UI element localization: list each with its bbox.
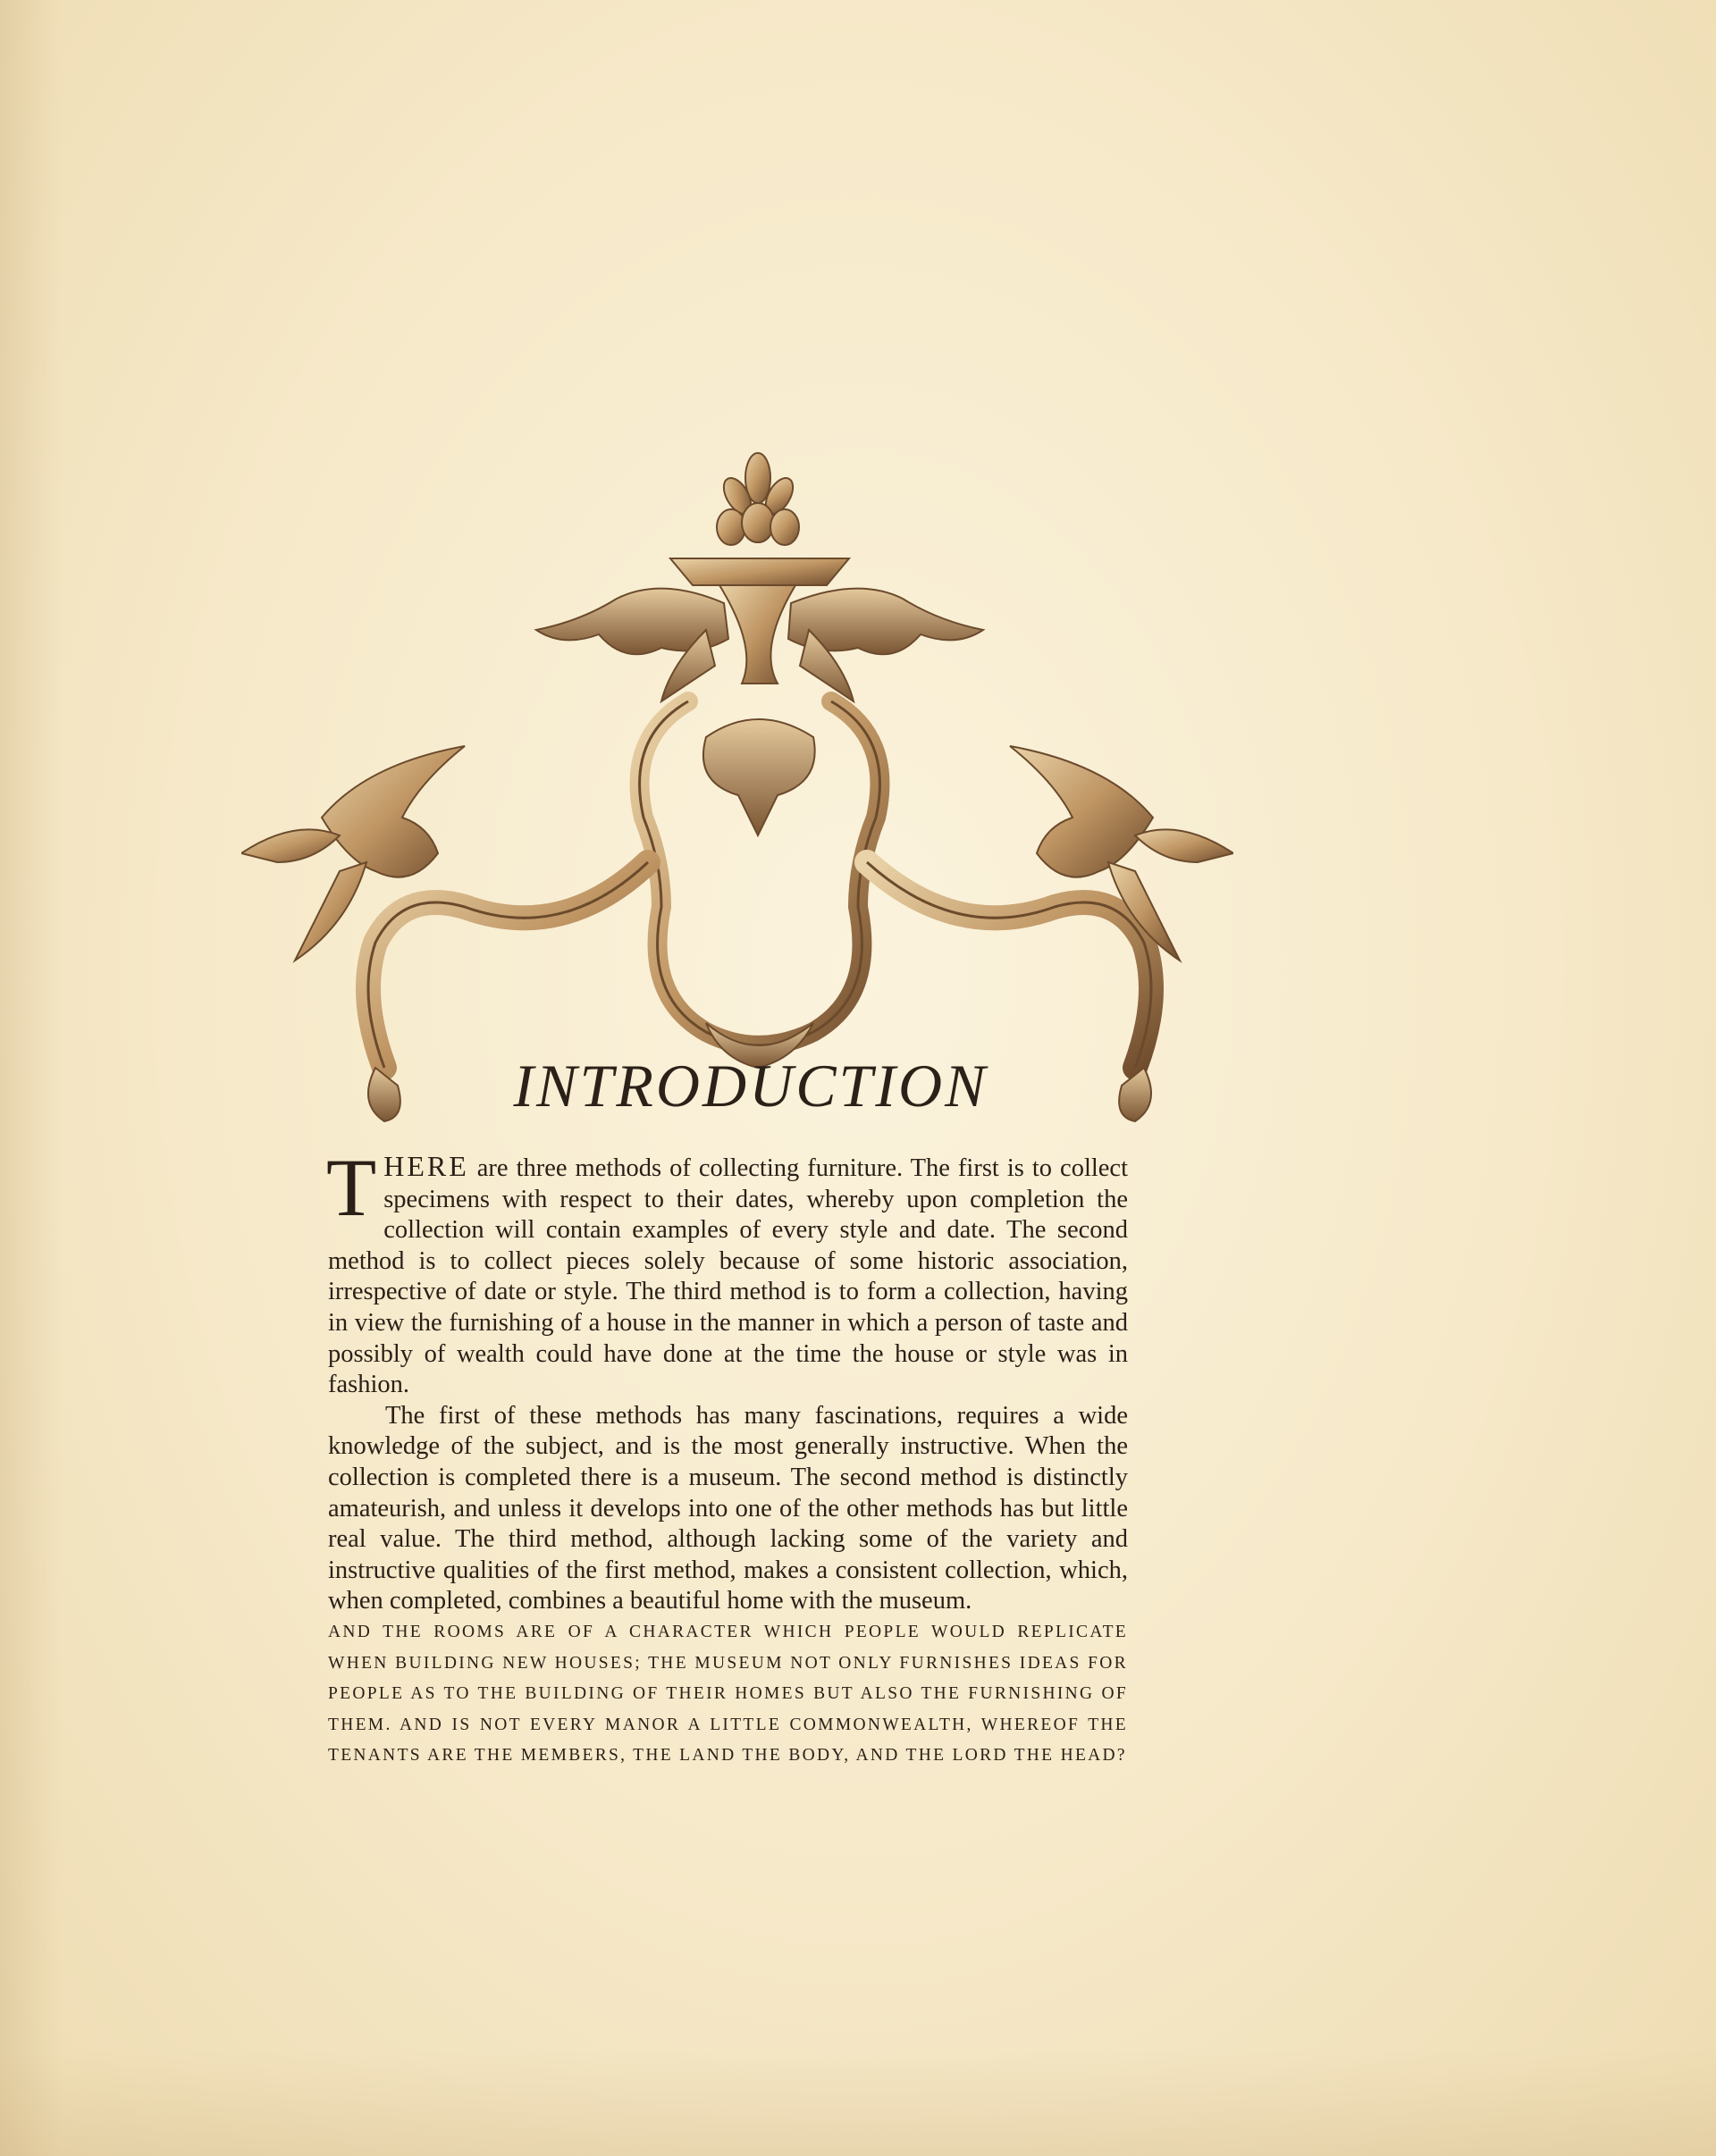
paragraph-1-text: are three methods of collecting furniture. The first is to collect specimens with respect to their dates, whereby upon completion the collection will contain examples of every style and date. The second method is to collect pieces solely because of some historic association, irrespective of date or style. The third method is to form a collection, having in view the furnishing of a house in the manner in which a person of taste and possibly of wealth could have done at the time the house or style was in fashion. <box>328 1154 1128 1399</box>
drop-cap: T <box>326 1142 377 1233</box>
rococo-carved-crest-icon <box>241 442 1233 1130</box>
page-title: INTRODUCTION <box>513 1052 988 1120</box>
page-edge-shadow <box>0 0 63 2156</box>
paragraph-3-small-caps: AND THE ROOMS ARE OF A CHARACTER WHICH PEOPLE WOULD REPLICATE WHEN BUILDING NEW HOUSES; THE MUSEUM NOT ONLY FURNISHES IDEAS FOR PEOPLE AS TO THE BUILDING OF THEIR HOMES BUT ALSO THE FURNISHING OF THEM. AND IS NOT EVERY MANOR A LITTLE COMMONWEALTH, WHEREOF THE TENANTS ARE THE MEMBERS, THE LAND THE BODY, AND THE LORD THE HEAD? <box>328 1622 1128 1766</box>
paragraph-1 <box>326 1142 1128 1401</box>
bird-left <box>241 746 465 961</box>
body-text <box>326 1142 1128 1772</box>
paragraph-2: The first of these methods has many fascinations, requires a wide knowledge of the subject, and is the most generally instructive. When the collection is completed there is a museum. The second method is distinctly amateurish, and unless it develops into one of the other methods has but little real value. The third method, although lacking some of the variety and instructive qualities of the first method, makes a consistent collection, which, when completed, combines a beautiful home with the museum. <box>328 1401 1128 1615</box>
page-bottom-shadow <box>0 2049 1716 2156</box>
lead-word: HERE <box>383 1150 469 1182</box>
shell-motif <box>703 719 815 1068</box>
